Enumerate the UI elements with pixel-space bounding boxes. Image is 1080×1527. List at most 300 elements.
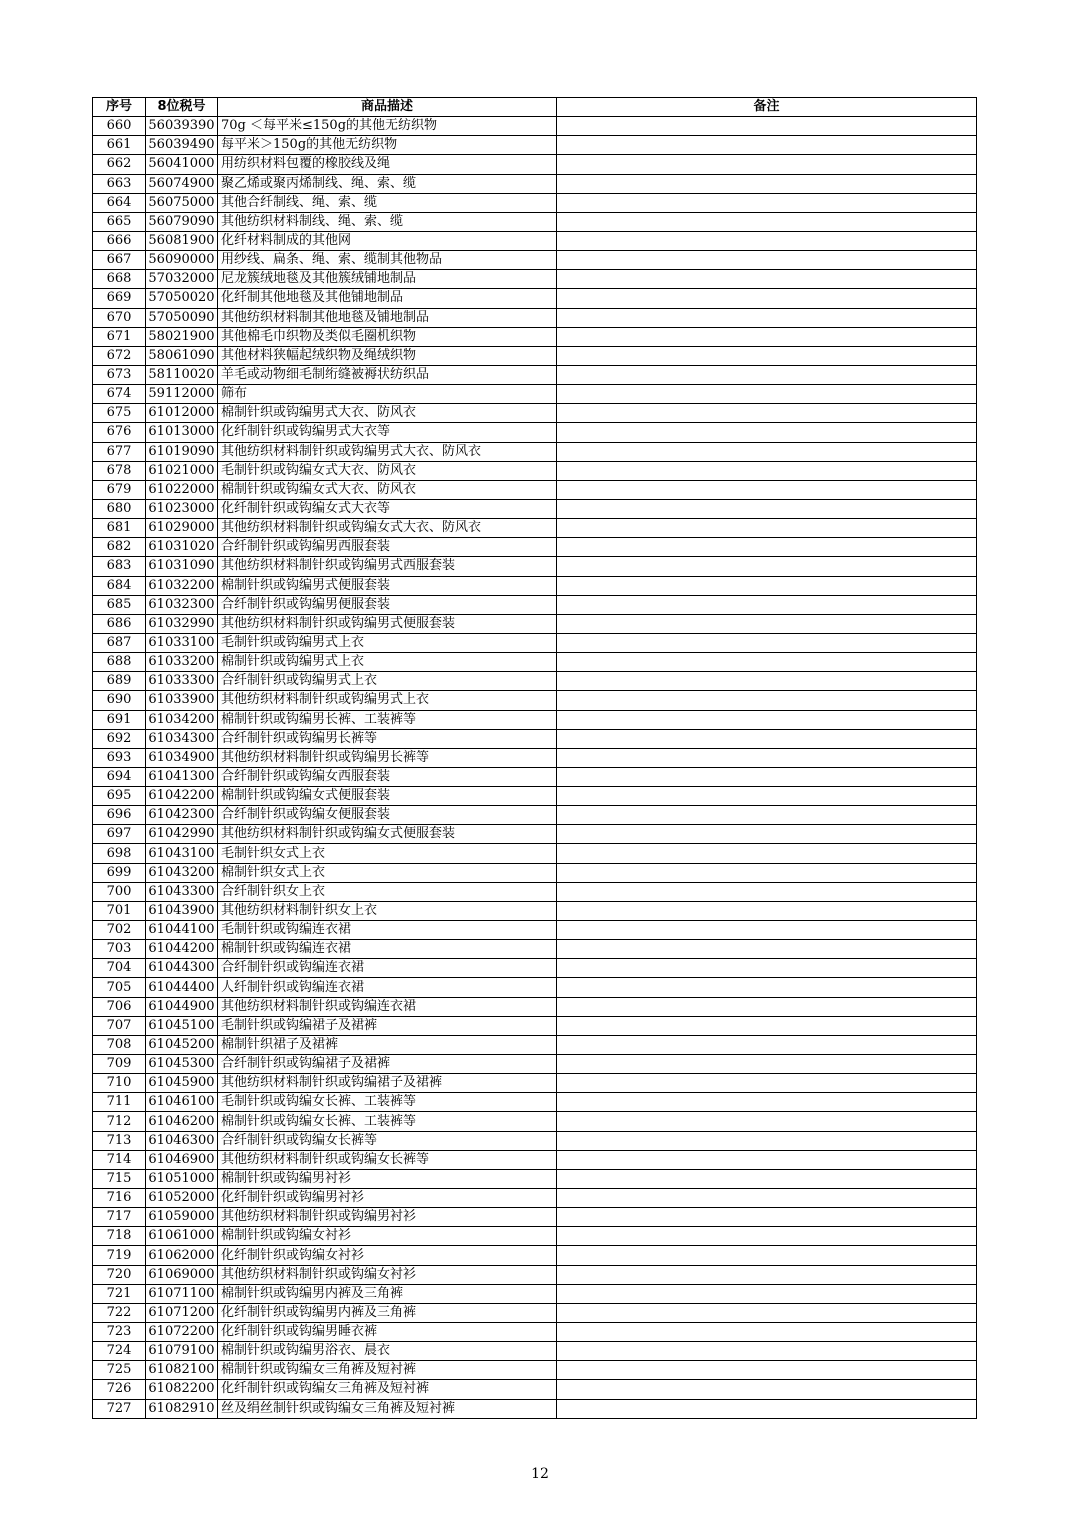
cell-seq: 668 [93, 270, 146, 289]
cell-seq: 673 [93, 365, 146, 384]
cell-description: 其他纺织材料制针织女上衣 [218, 901, 557, 920]
cell-description: 丝及绢丝制针织或钩编女三角裤及短衬裤 [218, 1399, 557, 1418]
cell-seq: 675 [93, 404, 146, 423]
cell-description: 其他纺织材料制针织或钩编男式大衣、防风衣 [218, 442, 557, 461]
cell-code: 58021900 [146, 327, 218, 346]
cell-note [557, 251, 977, 270]
table-row [93, 117, 977, 136]
cell-description: 其他纺织材料制线、绳、索、缆 [218, 212, 557, 231]
cell-code: 61021000 [146, 461, 218, 480]
cell-code: 56081900 [146, 231, 218, 250]
cell-note [557, 1265, 977, 1284]
cell-seq: 723 [93, 1323, 146, 1342]
cell-seq: 695 [93, 787, 146, 806]
table-row [93, 1265, 977, 1284]
table-row [93, 729, 977, 748]
cell-description: 化纤制针织或钩编男衬衫 [218, 1189, 557, 1208]
table-row [93, 538, 977, 557]
cell-code: 56090000 [146, 251, 218, 270]
cell-note [557, 136, 977, 155]
table-row [93, 614, 977, 633]
cell-seq: 683 [93, 557, 146, 576]
cell-description: 化纤制其他地毯及其他铺地制品 [218, 289, 557, 308]
cell-seq: 713 [93, 1131, 146, 1150]
cell-note [557, 633, 977, 652]
table-row [93, 1112, 977, 1131]
cell-description: 合纤制针织或钩编女长裤等 [218, 1131, 557, 1150]
cell-note [557, 710, 977, 729]
table-row [93, 423, 977, 442]
cell-seq: 717 [93, 1208, 146, 1227]
cell-note [557, 691, 977, 710]
cell-seq: 703 [93, 940, 146, 959]
cell-note [557, 193, 977, 212]
table-row [93, 136, 977, 155]
table-row [93, 787, 977, 806]
cell-code: 61044100 [146, 921, 218, 940]
cell-code: 61041300 [146, 767, 218, 786]
cell-note [557, 1035, 977, 1054]
cell-note [557, 1380, 977, 1399]
table-row [93, 1399, 977, 1418]
cell-seq: 671 [93, 327, 146, 346]
cell-description: 用纺织材料包覆的橡胶线及绳 [218, 155, 557, 174]
cell-description: 化纤制针织或钩编女衬衫 [218, 1246, 557, 1265]
table-row [93, 959, 977, 978]
cell-seq: 693 [93, 748, 146, 767]
cell-description: 棉制针织或钩编女三角裤及短衬裤 [218, 1361, 557, 1380]
cell-note [557, 289, 977, 308]
table-row [93, 365, 977, 384]
cell-code: 61013000 [146, 423, 218, 442]
cell-note [557, 461, 977, 480]
table-row [93, 1093, 977, 1112]
cell-note [557, 327, 977, 346]
cell-description: 合纤制针织或钩编男式上衣 [218, 672, 557, 691]
cell-description: 其他纺织材料制针织或钩编男式上衣 [218, 691, 557, 710]
cell-note [557, 442, 977, 461]
cell-code: 61044900 [146, 997, 218, 1016]
cell-note [557, 825, 977, 844]
cell-code: 61045300 [146, 1055, 218, 1074]
table-row [93, 1131, 977, 1150]
cell-description: 棉制针织或钩编女式大衣、防风衣 [218, 480, 557, 499]
cell-seq: 672 [93, 346, 146, 365]
cell-seq: 688 [93, 653, 146, 672]
cell-note [557, 499, 977, 518]
cell-note [557, 1189, 977, 1208]
cell-seq: 670 [93, 308, 146, 327]
cell-note [557, 576, 977, 595]
cell-description: 化纤制针织或钩编男睡衣裤 [218, 1323, 557, 1342]
cell-code: 56041000 [146, 155, 218, 174]
cell-note [557, 787, 977, 806]
cell-code: 61046300 [146, 1131, 218, 1150]
table-row [93, 1189, 977, 1208]
cell-note [557, 1169, 977, 1188]
cell-description: 棉制针织或钩编男长裤、工装裤等 [218, 710, 557, 729]
cell-description: 尼龙簇绒地毯及其他簇绒铺地制品 [218, 270, 557, 289]
cell-note [557, 270, 977, 289]
cell-code: 61079100 [146, 1342, 218, 1361]
table-row [93, 921, 977, 940]
cell-seq: 724 [93, 1342, 146, 1361]
cell-note [557, 901, 977, 920]
cell-code: 61072200 [146, 1323, 218, 1342]
table-row [93, 308, 977, 327]
cell-seq: 697 [93, 825, 146, 844]
cell-description: 其他纺织材料制针织或钩编男长裤等 [218, 748, 557, 767]
cell-seq: 700 [93, 882, 146, 901]
table-row [93, 1035, 977, 1054]
cell-description: 棉制针织或钩编男衬衫 [218, 1169, 557, 1188]
cell-seq: 712 [93, 1112, 146, 1131]
cell-seq: 727 [93, 1399, 146, 1418]
cell-seq: 718 [93, 1227, 146, 1246]
header-row [93, 98, 977, 117]
cell-note [557, 1342, 977, 1361]
cell-seq: 716 [93, 1189, 146, 1208]
header-note: 备注 [557, 98, 977, 117]
cell-seq: 679 [93, 480, 146, 499]
cell-note [557, 672, 977, 691]
cell-seq: 710 [93, 1074, 146, 1093]
cell-note [557, 959, 977, 978]
table-row [93, 289, 977, 308]
table-row [93, 901, 977, 920]
table-row [93, 940, 977, 959]
table-row [93, 710, 977, 729]
cell-seq: 725 [93, 1361, 146, 1380]
cell-code: 56075000 [146, 193, 218, 212]
cell-code: 61043200 [146, 863, 218, 882]
cell-description: 毛制针织或钩编女长裤、工装裤等 [218, 1093, 557, 1112]
cell-note [557, 385, 977, 404]
cell-note [557, 404, 977, 423]
table-row [93, 385, 977, 404]
cell-code: 61042300 [146, 806, 218, 825]
table-row [93, 653, 977, 672]
table-row [93, 767, 977, 786]
table-row [93, 844, 977, 863]
cell-description: 毛制针织或钩编男式上衣 [218, 633, 557, 652]
cell-note [557, 1284, 977, 1303]
cell-note [557, 1323, 977, 1342]
cell-seq: 674 [93, 385, 146, 404]
cell-seq: 696 [93, 806, 146, 825]
table-row [93, 825, 977, 844]
cell-description: 棉制针织或钩编女式便服套装 [218, 787, 557, 806]
cell-seq: 702 [93, 921, 146, 940]
cell-code: 61043100 [146, 844, 218, 863]
cell-description: 毛制针织或钩编连衣裙 [218, 921, 557, 940]
cell-seq: 690 [93, 691, 146, 710]
cell-description: 合纤制针织或钩编男便服套装 [218, 595, 557, 614]
cell-description: 70g ＜每平米≤150g的其他无纺织物 [218, 117, 557, 136]
cell-description: 化纤制针织或钩编男内裤及三角裤 [218, 1303, 557, 1322]
table-row [93, 1303, 977, 1322]
table-row [93, 193, 977, 212]
cell-description: 其他材料狭幅起绒织物及绳绒织物 [218, 346, 557, 365]
cell-description: 化纤材料制成的其他网 [218, 231, 557, 250]
cell-description: 其他纺织材料制针织或钩编男式西服套装 [218, 557, 557, 576]
cell-seq: 686 [93, 614, 146, 633]
cell-note [557, 308, 977, 327]
cell-seq: 667 [93, 251, 146, 270]
cell-code: 57050020 [146, 289, 218, 308]
cell-seq: 720 [93, 1265, 146, 1284]
cell-seq: 685 [93, 595, 146, 614]
cell-note [557, 1055, 977, 1074]
cell-seq: 722 [93, 1303, 146, 1322]
cell-code: 61046100 [146, 1093, 218, 1112]
cell-description: 合纤制针织女上衣 [218, 882, 557, 901]
cell-code: 61032300 [146, 595, 218, 614]
cell-description: 毛制针织女式上衣 [218, 844, 557, 863]
cell-code: 61045100 [146, 1016, 218, 1035]
cell-description: 合纤制针织或钩编男西服套装 [218, 538, 557, 557]
cell-note [557, 212, 977, 231]
table-row [93, 1246, 977, 1265]
cell-seq: 719 [93, 1246, 146, 1265]
cell-code: 61022000 [146, 480, 218, 499]
cell-code: 56039390 [146, 117, 218, 136]
cell-note [557, 806, 977, 825]
cell-seq: 698 [93, 844, 146, 863]
cell-code: 61033900 [146, 691, 218, 710]
table-row [93, 404, 977, 423]
cell-description: 棉制针织或钩编男内裤及三角裤 [218, 1284, 557, 1303]
cell-note [557, 729, 977, 748]
cell-code: 56079090 [146, 212, 218, 231]
table-row [93, 270, 977, 289]
cell-code: 61033300 [146, 672, 218, 691]
cell-description: 合纤制针织或钩编裙子及裙裤 [218, 1055, 557, 1074]
cell-note [557, 1399, 977, 1418]
cell-description: 合纤制针织或钩编男长裤等 [218, 729, 557, 748]
cell-seq: 705 [93, 978, 146, 997]
cell-note [557, 1150, 977, 1169]
cell-code: 61031090 [146, 557, 218, 576]
cell-description: 其他合纤制线、绳、索、缆 [218, 193, 557, 212]
cell-seq: 721 [93, 1284, 146, 1303]
cell-seq: 684 [93, 576, 146, 595]
cell-note [557, 882, 977, 901]
cell-code: 61071200 [146, 1303, 218, 1322]
cell-description: 棉制针织或钩编男式大衣、防风衣 [218, 404, 557, 423]
cell-seq: 660 [93, 117, 146, 136]
cell-code: 61051000 [146, 1169, 218, 1188]
cell-code: 61034200 [146, 710, 218, 729]
cell-code: 61046200 [146, 1112, 218, 1131]
cell-note [557, 1074, 977, 1093]
cell-seq: 665 [93, 212, 146, 231]
table-row [93, 997, 977, 1016]
cell-description: 毛制针织或钩编裙子及裙裤 [218, 1016, 557, 1035]
table-row [93, 1150, 977, 1169]
cell-description: 化纤制针织或钩编男式大衣等 [218, 423, 557, 442]
cell-code: 61031020 [146, 538, 218, 557]
cell-description: 其他纺织材料制针织或钩编男式便服套装 [218, 614, 557, 633]
table-row [93, 1342, 977, 1361]
table-row [93, 1361, 977, 1380]
cell-note [557, 997, 977, 1016]
table-row [93, 1074, 977, 1093]
table-row [93, 327, 977, 346]
cell-description: 其他纺织材料制针织或钩编女衬衫 [218, 1265, 557, 1284]
table-row [93, 1208, 977, 1227]
cell-code: 56074900 [146, 174, 218, 193]
cell-description: 棉制针织或钩编女长裤、工装裤等 [218, 1112, 557, 1131]
cell-seq: 708 [93, 1035, 146, 1054]
cell-note [557, 1131, 977, 1150]
cell-description: 其他纺织材料制针织或钩编裙子及裙裤 [218, 1074, 557, 1093]
cell-note [557, 748, 977, 767]
table-row [93, 1016, 977, 1035]
cell-seq: 707 [93, 1016, 146, 1035]
cell-note [557, 155, 977, 174]
cell-note [557, 1361, 977, 1380]
cell-code: 61012000 [146, 404, 218, 423]
cell-description: 每平米＞150g的其他无纺织物 [218, 136, 557, 155]
page-number: 12 [531, 1466, 549, 1482]
table-row [93, 519, 977, 538]
cell-code: 61034900 [146, 748, 218, 767]
table-row [93, 672, 977, 691]
cell-seq: 704 [93, 959, 146, 978]
cell-description: 其他纺织材料制针织或钩编女式大衣、防风衣 [218, 519, 557, 538]
table-row [93, 499, 977, 518]
table-row [93, 231, 977, 250]
cell-description: 其他棉毛巾织物及类似毛圈机织物 [218, 327, 557, 346]
cell-code: 61069000 [146, 1265, 218, 1284]
table-row [93, 691, 977, 710]
cell-seq: 694 [93, 767, 146, 786]
cell-description: 筛布 [218, 385, 557, 404]
cell-note [557, 863, 977, 882]
cell-code: 61045200 [146, 1035, 218, 1054]
cell-seq: 706 [93, 997, 146, 1016]
cell-seq: 701 [93, 901, 146, 920]
cell-note [557, 767, 977, 786]
cell-code: 61044400 [146, 978, 218, 997]
cell-description: 其他纺织材料制针织或钩编连衣裙 [218, 997, 557, 1016]
cell-code: 61032200 [146, 576, 218, 595]
table-row [93, 978, 977, 997]
cell-note [557, 117, 977, 136]
table-row [93, 1380, 977, 1399]
cell-code: 61082100 [146, 1361, 218, 1380]
cell-seq: 714 [93, 1150, 146, 1169]
table-row [93, 442, 977, 461]
table-row [93, 882, 977, 901]
cell-description: 棉制针织或钩编女衬衫 [218, 1227, 557, 1246]
cell-seq: 678 [93, 461, 146, 480]
table-row [93, 806, 977, 825]
cell-code: 61044200 [146, 940, 218, 959]
cell-code: 59112000 [146, 385, 218, 404]
cell-description: 合纤制针织或钩编女便服套装 [218, 806, 557, 825]
cell-description: 用纱线、扁条、绳、索、缆制其他物品 [218, 251, 557, 270]
cell-seq: 687 [93, 633, 146, 652]
cell-code: 57032000 [146, 270, 218, 289]
cell-code: 61046900 [146, 1150, 218, 1169]
cell-code: 61082200 [146, 1380, 218, 1399]
header-description: 商品描述 [218, 98, 557, 117]
cell-seq: 676 [93, 423, 146, 442]
cell-code: 58061090 [146, 346, 218, 365]
cell-description: 其他纺织材料制其他地毯及铺地制品 [218, 308, 557, 327]
table-row [93, 212, 977, 231]
cell-seq: 726 [93, 1380, 146, 1399]
cell-description: 毛制针织或钩编女式大衣、防风衣 [218, 461, 557, 480]
cell-note [557, 423, 977, 442]
cell-description: 棉制针织或钩编连衣裙 [218, 940, 557, 959]
cell-code: 61059000 [146, 1208, 218, 1227]
table-row [93, 863, 977, 882]
cell-seq: 709 [93, 1055, 146, 1074]
cell-code: 61052000 [146, 1189, 218, 1208]
cell-note [557, 1093, 977, 1112]
cell-seq: 689 [93, 672, 146, 691]
cell-code: 56039490 [146, 136, 218, 155]
cell-note [557, 1112, 977, 1131]
cell-description: 羊毛或动物细毛制绗缝被褥状纺织品 [218, 365, 557, 384]
cell-seq: 711 [93, 1093, 146, 1112]
cell-description: 棉制针织或钩编男式便服套装 [218, 576, 557, 595]
table-row [93, 633, 977, 652]
table-row [93, 480, 977, 499]
cell-description: 棉制针织或钩编男浴衣、晨衣 [218, 1342, 557, 1361]
cell-note [557, 940, 977, 959]
cell-description: 棉制针织女式上衣 [218, 863, 557, 882]
cell-seq: 662 [93, 155, 146, 174]
table-row [93, 461, 977, 480]
cell-code: 61082910 [146, 1399, 218, 1418]
cell-description: 人纤制针织或钩编连衣裙 [218, 978, 557, 997]
tariff-table [92, 97, 977, 1419]
cell-note [557, 480, 977, 499]
cell-code: 61042200 [146, 787, 218, 806]
cell-description: 化纤制针织或钩编女式大衣等 [218, 499, 557, 518]
cell-note [557, 1227, 977, 1246]
cell-note [557, 365, 977, 384]
cell-seq: 677 [93, 442, 146, 461]
cell-note [557, 614, 977, 633]
cell-seq: 691 [93, 710, 146, 729]
cell-note [557, 346, 977, 365]
cell-code: 61045900 [146, 1074, 218, 1093]
header-seq: 序号 [93, 98, 146, 117]
cell-code: 61043300 [146, 882, 218, 901]
cell-seq: 661 [93, 136, 146, 155]
cell-seq: 663 [93, 174, 146, 193]
table-row [93, 251, 977, 270]
cell-note [557, 231, 977, 250]
cell-seq: 692 [93, 729, 146, 748]
table-row [93, 576, 977, 595]
cell-note [557, 557, 977, 576]
cell-note [557, 519, 977, 538]
cell-code: 61044300 [146, 959, 218, 978]
cell-code: 61061000 [146, 1227, 218, 1246]
cell-code: 61034300 [146, 729, 218, 748]
cell-code: 61032990 [146, 614, 218, 633]
table-row [93, 155, 977, 174]
cell-description: 棉制针织裙子及裙裤 [218, 1035, 557, 1054]
cell-seq: 715 [93, 1169, 146, 1188]
cell-seq: 682 [93, 538, 146, 557]
